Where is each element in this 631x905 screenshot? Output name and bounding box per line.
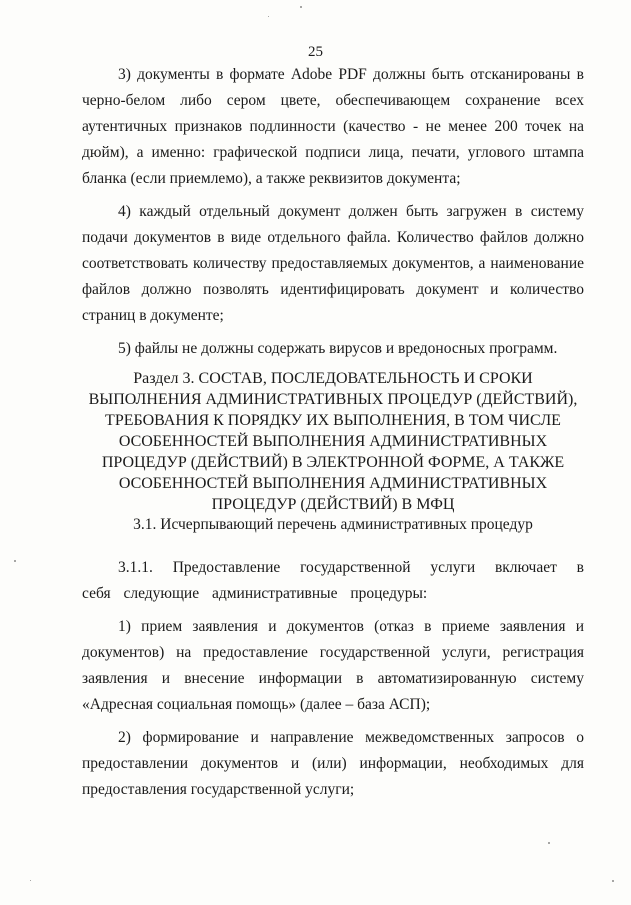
paragraph-item-5: 5) файлы не должны содержать вирусов и вредоносных программ. <box>118 340 558 357</box>
paragraph-3-1-1: 3.1.1. Предоставление государственной услуги включает в себя следующие административные процедуры: <box>82 559 584 602</box>
scan-speck <box>30 880 31 881</box>
scan-speck <box>14 560 16 562</box>
scan-speck <box>548 842 550 844</box>
page-number: 25 <box>308 44 323 60</box>
scan-speck <box>612 880 614 882</box>
paragraph-procedure-2: 2) формирование и направление межведомственных запросов о предоставлении документов и (или) информации, необходимых для предоставления государственной услуги; <box>82 729 584 798</box>
paragraph-item-3: 3) документы в формате Adobe PDF должны быть отсканированы в черно-белом либо сером цвете, обеспечивающем сохранение всех аутентичных признаков подлинности (качество - не менее 200 точек на дюйм), а именно: графической подписи лица, печати, углового штампа бланка (если приемлемо), а также реквизитов документа; <box>82 66 584 187</box>
paragraph-procedure-1: 1) прием заявления и документов (отказ в приеме заявления и документов) на предоставление государственной услуги, регистрация заявления и внесение информации в автоматизированную систему «Адресная социальная помощь» (далее – база АСП); <box>82 618 584 713</box>
scan-speck <box>268 16 269 17</box>
scan-speck <box>300 6 302 8</box>
section-heading: Раздел 3. СОСТАВ, ПОСЛЕДОВАТЕЛЬНОСТЬ И СРОКИ ВЫПОЛНЕНИЯ АДМИНИСТРАТИВНЫХ ПРОЦЕДУР (ДЕЙСТВИЙ), ТРЕБОВАНИЯ К ПОРЯДКУ ИХ ВЫПОЛНЕНИЯ, В ТОМ ЧИСЛЕ ОСОБЕННОСТЕЙ ВЫПОЛНЕНИЯ АДМИНИСТРАТИВНЫХ ПРОЦЕДУР (ДЕЙСТВИЙ) В ЭЛЕКТРОННОЙ ФОРМЕ, А ТАКЖЕ ОСОБЕННОСТЕЙ ВЫПОЛНЕНИЯ АДМИНИСТРАТИВНЫХ ПРОЦЕДУР (ДЕЙСТВИЙ) В МФЦ <box>88 370 578 513</box>
paragraph-item-4: 4) каждый отдельный документ должен быть загружен в систему подачи документов в виде отдельного файла. Количество файлов должно соответствовать количеству предоставляемых документов, а наименование файлов должно позволять идентифицировать документ и количество страниц в документе; <box>82 203 584 324</box>
subsection-heading: 3.1. Исчерпывающий перечень административных процедур <box>133 516 533 533</box>
bottom-text-block <box>82 555 584 803</box>
top-text-block <box>82 62 584 362</box>
